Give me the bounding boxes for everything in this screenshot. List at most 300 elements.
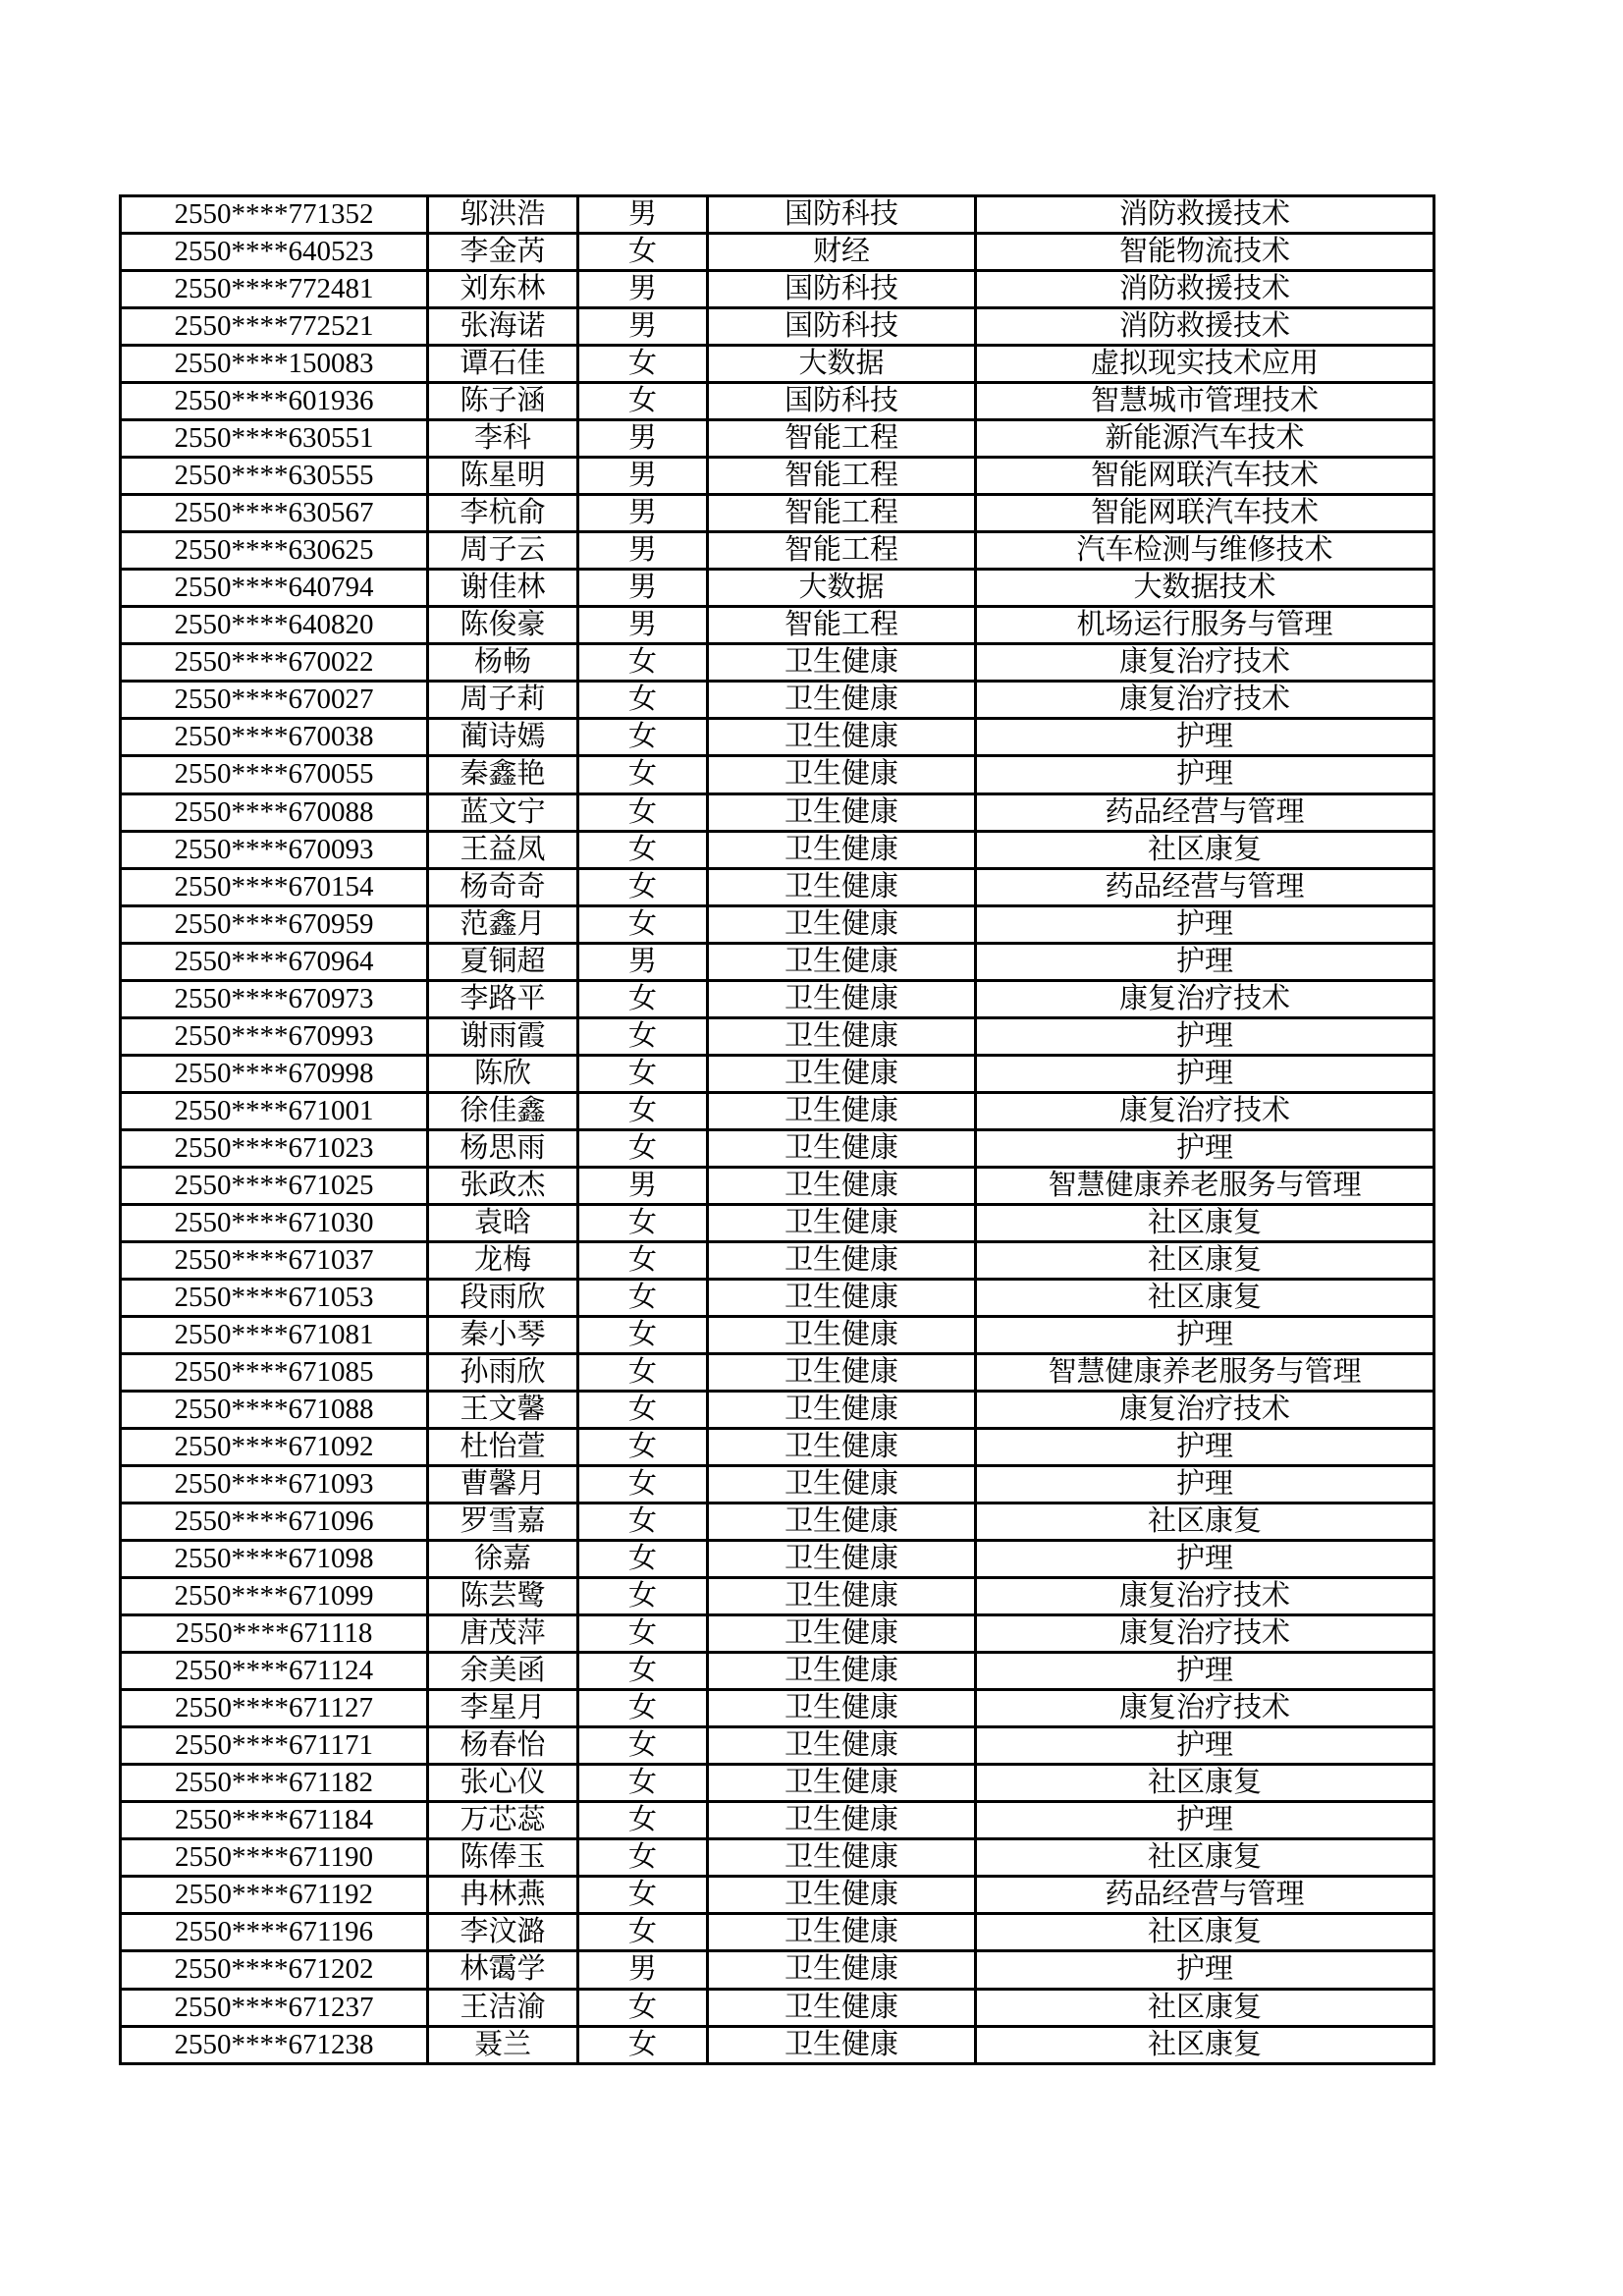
cell-id: 2550****630625 — [121, 532, 428, 570]
cell-category: 卫生健康 — [708, 1839, 976, 1877]
cell-name: 李金芮 — [428, 234, 578, 271]
cell-gender: 女 — [578, 1092, 708, 1129]
cell-name: 唐茂萍 — [428, 1615, 578, 1653]
cell-name: 陈芸鹭 — [428, 1578, 578, 1615]
cell-id: 2550****671237 — [121, 1989, 428, 2026]
cell-id: 2550****670055 — [121, 756, 428, 793]
cell-major: 社区康复 — [976, 1204, 1434, 1241]
cell-name: 谢佳林 — [428, 570, 578, 607]
cell-gender: 男 — [578, 458, 708, 495]
cell-name: 杨畅 — [428, 644, 578, 682]
table-row — [121, 644, 1434, 682]
cell-gender: 女 — [578, 1129, 708, 1167]
cell-category: 卫生健康 — [708, 905, 976, 943]
cell-category: 卫生健康 — [708, 682, 976, 719]
cell-major: 社区康复 — [976, 1503, 1434, 1541]
cell-name: 张政杰 — [428, 1167, 578, 1204]
cell-id: 2550****671030 — [121, 1204, 428, 1241]
cell-gender: 女 — [578, 346, 708, 383]
cell-gender: 男 — [578, 607, 708, 644]
cell-major: 护理 — [976, 1055, 1434, 1092]
cell-category: 大数据 — [708, 346, 976, 383]
cell-major: 康复治疗技术 — [976, 1392, 1434, 1429]
table-row — [121, 1989, 1434, 2026]
cell-gender: 男 — [578, 943, 708, 980]
cell-id: 2550****670959 — [121, 905, 428, 943]
cell-id: 2550****671085 — [121, 1353, 428, 1391]
cell-major: 护理 — [976, 905, 1434, 943]
table-row — [121, 1092, 1434, 1129]
cell-name: 杨春怡 — [428, 1727, 578, 1765]
cell-id: 2550****670027 — [121, 682, 428, 719]
table-row — [121, 1802, 1434, 1839]
cell-major: 护理 — [976, 1802, 1434, 1839]
table-row — [121, 196, 1434, 234]
table-row — [121, 1429, 1434, 1466]
cell-major: 社区康复 — [976, 1241, 1434, 1279]
cell-name: 袁晗 — [428, 1204, 578, 1241]
cell-major: 智能物流技术 — [976, 234, 1434, 271]
cell-gender: 男 — [578, 196, 708, 234]
cell-major: 新能源汽车技术 — [976, 420, 1434, 458]
cell-name: 陈欣 — [428, 1055, 578, 1092]
cell-id: 2550****630555 — [121, 458, 428, 495]
cell-gender: 女 — [578, 234, 708, 271]
cell-category: 卫生健康 — [708, 1055, 976, 1092]
cell-id: 2550****671190 — [121, 1839, 428, 1877]
cell-category: 卫生健康 — [708, 1017, 976, 1055]
cell-major: 机场运行服务与管理 — [976, 607, 1434, 644]
cell-major: 护理 — [976, 1541, 1434, 1578]
cell-gender: 男 — [578, 495, 708, 532]
cell-name: 刘东林 — [428, 271, 578, 308]
cell-gender: 女 — [578, 1204, 708, 1241]
cell-id: 2550****630567 — [121, 495, 428, 532]
cell-major: 社区康复 — [976, 2026, 1434, 2063]
cell-category: 卫生健康 — [708, 1092, 976, 1129]
cell-gender: 男 — [578, 271, 708, 308]
cell-major: 康复治疗技术 — [976, 980, 1434, 1017]
cell-name: 李杭俞 — [428, 495, 578, 532]
cell-name: 陈子涵 — [428, 383, 578, 420]
table-row — [121, 831, 1434, 868]
cell-major: 药品经营与管理 — [976, 868, 1434, 905]
cell-gender: 女 — [578, 1429, 708, 1466]
cell-category: 卫生健康 — [708, 1615, 976, 1653]
cell-name: 段雨欣 — [428, 1279, 578, 1316]
cell-gender: 女 — [578, 793, 708, 831]
cell-category: 卫生健康 — [708, 1241, 976, 1279]
cell-category: 卫生健康 — [708, 1204, 976, 1241]
cell-category: 卫生健康 — [708, 1316, 976, 1353]
cell-name: 杨奇奇 — [428, 868, 578, 905]
cell-major: 药品经营与管理 — [976, 1877, 1434, 1914]
cell-gender: 女 — [578, 2026, 708, 2063]
cell-category: 卫生健康 — [708, 1167, 976, 1204]
table-row — [121, 682, 1434, 719]
cell-gender: 女 — [578, 1017, 708, 1055]
cell-name: 李路平 — [428, 980, 578, 1017]
cell-name: 张海诺 — [428, 308, 578, 346]
cell-gender: 女 — [578, 831, 708, 868]
cell-major: 智慧城市管理技术 — [976, 383, 1434, 420]
cell-major: 社区康复 — [976, 1839, 1434, 1877]
cell-gender: 女 — [578, 868, 708, 905]
cell-id: 2550****670088 — [121, 793, 428, 831]
cell-gender: 女 — [578, 1353, 708, 1391]
cell-name: 周子云 — [428, 532, 578, 570]
cell-major: 社区康复 — [976, 1989, 1434, 2026]
cell-category: 智能工程 — [708, 420, 976, 458]
cell-gender: 女 — [578, 1279, 708, 1316]
cell-id: 2550****671192 — [121, 1877, 428, 1914]
table-row — [121, 532, 1434, 570]
table-row — [121, 308, 1434, 346]
cell-category: 大数据 — [708, 570, 976, 607]
cell-id: 2550****671202 — [121, 1951, 428, 1989]
cell-name: 秦鑫艳 — [428, 756, 578, 793]
cell-id: 2550****671171 — [121, 1727, 428, 1765]
table-row — [121, 1765, 1434, 1802]
cell-id: 2550****670022 — [121, 644, 428, 682]
cell-category: 卫生健康 — [708, 1429, 976, 1466]
cell-category: 卫生健康 — [708, 868, 976, 905]
cell-category: 卫生健康 — [708, 719, 976, 756]
cell-id: 2550****671001 — [121, 1092, 428, 1129]
cell-major: 消防救援技术 — [976, 308, 1434, 346]
cell-category: 卫生健康 — [708, 831, 976, 868]
cell-gender: 女 — [578, 682, 708, 719]
cell-id: 2550****671098 — [121, 1541, 428, 1578]
table-row — [121, 2026, 1434, 2063]
table-row — [121, 495, 1434, 532]
cell-category: 卫生健康 — [708, 1951, 976, 1989]
cell-category: 国防科技 — [708, 383, 976, 420]
cell-gender: 女 — [578, 1727, 708, 1765]
cell-category: 卫生健康 — [708, 980, 976, 1017]
cell-name: 徐佳鑫 — [428, 1092, 578, 1129]
cell-name: 徐嘉 — [428, 1541, 578, 1578]
cell-id: 2550****670964 — [121, 943, 428, 980]
cell-name: 陈星明 — [428, 458, 578, 495]
cell-id: 2550****671081 — [121, 1316, 428, 1353]
cell-category: 卫生健康 — [708, 1914, 976, 1951]
table-row — [121, 1466, 1434, 1503]
cell-name: 王洁渝 — [428, 1989, 578, 2026]
cell-name: 秦小琴 — [428, 1316, 578, 1353]
cell-name: 王益凤 — [428, 831, 578, 868]
cell-major: 社区康复 — [976, 1914, 1434, 1951]
table-row — [121, 1877, 1434, 1914]
cell-major: 智慧健康养老服务与管理 — [976, 1353, 1434, 1391]
cell-gender: 男 — [578, 1167, 708, 1204]
table-row — [121, 905, 1434, 943]
cell-name: 李汶潞 — [428, 1914, 578, 1951]
cell-id: 2550****630551 — [121, 420, 428, 458]
table-row — [121, 383, 1434, 420]
cell-gender: 女 — [578, 1055, 708, 1092]
cell-name: 夏铜超 — [428, 943, 578, 980]
cell-category: 卫生健康 — [708, 644, 976, 682]
cell-category: 卫生健康 — [708, 1279, 976, 1316]
cell-id: 2550****640820 — [121, 607, 428, 644]
cell-id: 2550****772521 — [121, 308, 428, 346]
cell-major: 康复治疗技术 — [976, 682, 1434, 719]
cell-category: 国防科技 — [708, 308, 976, 346]
cell-gender: 女 — [578, 719, 708, 756]
cell-gender: 女 — [578, 1503, 708, 1541]
table-row — [121, 271, 1434, 308]
cell-major: 消防救援技术 — [976, 271, 1434, 308]
cell-gender: 女 — [578, 1690, 708, 1727]
table-row — [121, 1727, 1434, 1765]
cell-gender: 女 — [578, 383, 708, 420]
table-row — [121, 1839, 1434, 1877]
cell-name: 谢雨霞 — [428, 1017, 578, 1055]
cell-major: 汽车检测与维修技术 — [976, 532, 1434, 570]
cell-id: 2550****670998 — [121, 1055, 428, 1092]
cell-id: 2550****671053 — [121, 1279, 428, 1316]
cell-major: 康复治疗技术 — [976, 1615, 1434, 1653]
cell-id: 2550****670154 — [121, 868, 428, 905]
cell-category: 卫生健康 — [708, 1541, 976, 1578]
cell-id: 2550****670038 — [121, 719, 428, 756]
cell-id: 2550****771352 — [121, 196, 428, 234]
cell-id: 2550****671238 — [121, 2026, 428, 2063]
cell-category: 卫生健康 — [708, 1727, 976, 1765]
cell-id: 2550****601936 — [121, 383, 428, 420]
table-row — [121, 1241, 1434, 1279]
cell-category: 智能工程 — [708, 532, 976, 570]
table-row — [121, 943, 1434, 980]
roster-body — [121, 196, 1434, 2064]
table-row — [121, 1167, 1434, 1204]
cell-name: 李星月 — [428, 1690, 578, 1727]
table-row — [121, 756, 1434, 793]
cell-major: 药品经营与管理 — [976, 793, 1434, 831]
cell-name: 蔺诗嫣 — [428, 719, 578, 756]
cell-id: 2550****640794 — [121, 570, 428, 607]
cell-category: 卫生健康 — [708, 1690, 976, 1727]
cell-name: 张心仪 — [428, 1765, 578, 1802]
cell-gender: 女 — [578, 1541, 708, 1578]
cell-category: 卫生健康 — [708, 1578, 976, 1615]
cell-name: 林霭学 — [428, 1951, 578, 1989]
cell-category: 智能工程 — [708, 607, 976, 644]
cell-name: 杜怡萱 — [428, 1429, 578, 1466]
cell-name: 孙雨欣 — [428, 1353, 578, 1391]
cell-gender: 女 — [578, 1989, 708, 2026]
table-row — [121, 420, 1434, 458]
table-row — [121, 458, 1434, 495]
cell-name: 谭石佳 — [428, 346, 578, 383]
cell-id: 2550****671088 — [121, 1392, 428, 1429]
cell-gender: 女 — [578, 1765, 708, 1802]
cell-id: 2550****671196 — [121, 1914, 428, 1951]
cell-name: 杨思雨 — [428, 1129, 578, 1167]
cell-major: 护理 — [976, 943, 1434, 980]
table-row — [121, 1353, 1434, 1391]
cell-name: 陈俊豪 — [428, 607, 578, 644]
table-row — [121, 1279, 1434, 1316]
cell-id: 2550****640523 — [121, 234, 428, 271]
cell-name: 冉林燕 — [428, 1877, 578, 1914]
cell-category: 卫生健康 — [708, 1129, 976, 1167]
cell-name: 万芯蕊 — [428, 1802, 578, 1839]
cell-id: 2550****671025 — [121, 1167, 428, 1204]
table-row — [121, 1578, 1434, 1615]
cell-category: 卫生健康 — [708, 1765, 976, 1802]
cell-category: 卫生健康 — [708, 1466, 976, 1503]
cell-id: 2550****670973 — [121, 980, 428, 1017]
table-row — [121, 719, 1434, 756]
cell-id: 2550****671093 — [121, 1466, 428, 1503]
cell-id: 2550****150083 — [121, 346, 428, 383]
cell-gender: 女 — [578, 1839, 708, 1877]
cell-name: 余美函 — [428, 1653, 578, 1690]
cell-id: 2550****670993 — [121, 1017, 428, 1055]
cell-major: 康复治疗技术 — [976, 1092, 1434, 1129]
cell-major: 护理 — [976, 756, 1434, 793]
table-row — [121, 868, 1434, 905]
cell-id: 2550****772481 — [121, 271, 428, 308]
cell-gender: 男 — [578, 1951, 708, 1989]
cell-major: 护理 — [976, 1727, 1434, 1765]
cell-gender: 女 — [578, 1615, 708, 1653]
cell-category: 卫生健康 — [708, 943, 976, 980]
table-row — [121, 1316, 1434, 1353]
table-row — [121, 1914, 1434, 1951]
cell-category: 卫生健康 — [708, 1989, 976, 2026]
cell-id: 2550****671037 — [121, 1241, 428, 1279]
admissions-roster-table — [119, 194, 1435, 2065]
cell-id: 2550****671118 — [121, 1615, 428, 1653]
table-row — [121, 980, 1434, 1017]
cell-gender: 女 — [578, 1914, 708, 1951]
cell-gender: 女 — [578, 980, 708, 1017]
cell-category: 卫生健康 — [708, 1877, 976, 1914]
cell-category: 卫生健康 — [708, 2026, 976, 2063]
cell-id: 2550****671127 — [121, 1690, 428, 1727]
table-row — [121, 1055, 1434, 1092]
cell-major: 社区康复 — [976, 1279, 1434, 1316]
cell-gender: 女 — [578, 1877, 708, 1914]
cell-category: 国防科技 — [708, 271, 976, 308]
cell-major: 护理 — [976, 1653, 1434, 1690]
cell-category: 卫生健康 — [708, 1802, 976, 1839]
cell-category: 卫生健康 — [708, 1392, 976, 1429]
cell-name: 龙梅 — [428, 1241, 578, 1279]
cell-gender: 女 — [578, 1241, 708, 1279]
cell-name: 周子莉 — [428, 682, 578, 719]
cell-category: 卫生健康 — [708, 1353, 976, 1391]
cell-name: 蓝文宁 — [428, 793, 578, 831]
table-row — [121, 607, 1434, 644]
cell-category: 国防科技 — [708, 196, 976, 234]
cell-category: 卫生健康 — [708, 756, 976, 793]
cell-gender: 女 — [578, 1316, 708, 1353]
cell-name: 王文馨 — [428, 1392, 578, 1429]
cell-name: 邬洪浩 — [428, 196, 578, 234]
cell-gender: 女 — [578, 1578, 708, 1615]
cell-gender: 女 — [578, 756, 708, 793]
table-row — [121, 1017, 1434, 1055]
cell-name: 聂兰 — [428, 2026, 578, 2063]
cell-id: 2550****671096 — [121, 1503, 428, 1541]
cell-major: 护理 — [976, 1951, 1434, 1989]
cell-major: 社区康复 — [976, 831, 1434, 868]
cell-id: 2550****671023 — [121, 1129, 428, 1167]
table-row — [121, 570, 1434, 607]
table-row — [121, 1541, 1434, 1578]
cell-id: 2550****671184 — [121, 1802, 428, 1839]
table-row — [121, 234, 1434, 271]
cell-gender: 男 — [578, 570, 708, 607]
cell-gender: 男 — [578, 420, 708, 458]
cell-category: 卫生健康 — [708, 1503, 976, 1541]
cell-gender: 女 — [578, 1653, 708, 1690]
cell-name: 李科 — [428, 420, 578, 458]
cell-major: 智慧健康养老服务与管理 — [976, 1167, 1434, 1204]
cell-major: 护理 — [976, 1129, 1434, 1167]
cell-name: 曹馨月 — [428, 1466, 578, 1503]
cell-major: 虚拟现实技术应用 — [976, 346, 1434, 383]
cell-name: 范鑫月 — [428, 905, 578, 943]
cell-gender: 女 — [578, 905, 708, 943]
cell-major: 消防救援技术 — [976, 196, 1434, 234]
cell-category: 卫生健康 — [708, 793, 976, 831]
cell-major: 康复治疗技术 — [976, 1690, 1434, 1727]
cell-gender: 女 — [578, 1802, 708, 1839]
cell-major: 护理 — [976, 1017, 1434, 1055]
table-row — [121, 1653, 1434, 1690]
cell-id: 2550****671124 — [121, 1653, 428, 1690]
cell-major: 康复治疗技术 — [976, 644, 1434, 682]
cell-gender: 男 — [578, 308, 708, 346]
table-row — [121, 1503, 1434, 1541]
cell-major: 智能网联汽车技术 — [976, 495, 1434, 532]
cell-gender: 女 — [578, 1392, 708, 1429]
table-row — [121, 1951, 1434, 1989]
table-row — [121, 1204, 1434, 1241]
cell-category: 智能工程 — [708, 495, 976, 532]
cell-id: 2550****671092 — [121, 1429, 428, 1466]
cell-major: 护理 — [976, 719, 1434, 756]
cell-category: 智能工程 — [708, 458, 976, 495]
cell-name: 陈俸玉 — [428, 1839, 578, 1877]
table-row — [121, 1129, 1434, 1167]
cell-major: 康复治疗技术 — [976, 1578, 1434, 1615]
cell-major: 护理 — [976, 1316, 1434, 1353]
table-row — [121, 1392, 1434, 1429]
cell-name: 罗雪嘉 — [428, 1503, 578, 1541]
cell-category: 卫生健康 — [708, 1653, 976, 1690]
cell-major: 大数据技术 — [976, 570, 1434, 607]
cell-major: 护理 — [976, 1429, 1434, 1466]
table-row — [121, 793, 1434, 831]
cell-major: 智能网联汽车技术 — [976, 458, 1434, 495]
cell-id: 2550****670093 — [121, 831, 428, 868]
cell-category: 财经 — [708, 234, 976, 271]
cell-id: 2550****671182 — [121, 1765, 428, 1802]
table-row — [121, 1615, 1434, 1653]
table-row — [121, 1690, 1434, 1727]
cell-id: 2550****671099 — [121, 1578, 428, 1615]
cell-gender: 男 — [578, 532, 708, 570]
cell-gender: 女 — [578, 644, 708, 682]
cell-major: 社区康复 — [976, 1765, 1434, 1802]
table-row — [121, 346, 1434, 383]
